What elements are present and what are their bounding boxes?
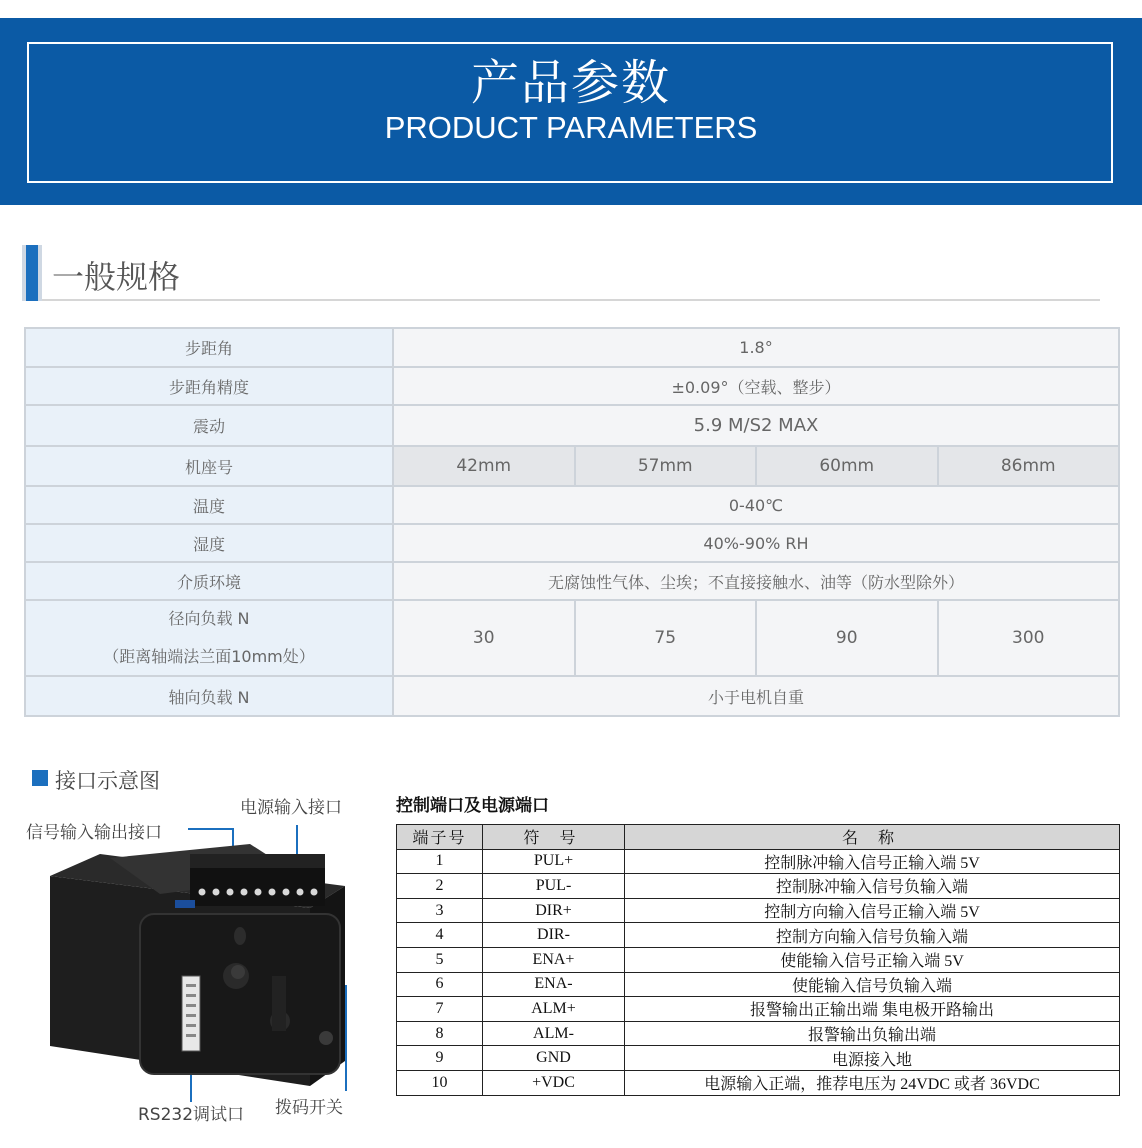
spec-label: 步距角 — [26, 329, 394, 366]
terminal-symbol: GND — [483, 1046, 625, 1071]
terminal-symbol: ALM+ — [483, 997, 625, 1022]
spec-value: 1.8° — [739, 338, 773, 357]
spec-row — [26, 368, 1118, 406]
spec-value: 57mm — [576, 447, 758, 485]
spec-value: 5.9 M/S2 MAX — [693, 415, 819, 436]
spec-label-main: 径向负载 N — [168, 609, 250, 628]
interface-heading: 接口示意图 — [55, 769, 160, 793]
signal-port-label: 信号输入输出接口 — [26, 823, 162, 843]
terminal-table-title: 控制端口及电源端口 — [396, 796, 549, 816]
header-symbol: 符 号 — [483, 825, 625, 850]
terminal-name: 使能输入信号正输入端 5V — [625, 947, 1120, 972]
spec-label: 机座号 — [26, 447, 394, 485]
table-row — [397, 1046, 1120, 1071]
spec-row — [26, 487, 1118, 525]
spec-value: 90 — [757, 601, 939, 675]
terminal-symbol: DIR- — [483, 923, 625, 948]
terminal-no: 5 — [397, 947, 483, 972]
spec-label: 步距角精度 — [26, 368, 394, 404]
signal-leader-line — [188, 828, 234, 830]
terminal-name: 控制方向输入信号正输入端 5V — [625, 898, 1120, 923]
spec-label: 震动 — [26, 406, 394, 445]
general-heading: 一般规格 — [52, 258, 181, 296]
rs232-port-label: RS232调试口 — [138, 1105, 245, 1125]
terminal-symbol: PUL+ — [483, 849, 625, 874]
table-row — [397, 874, 1120, 899]
spec-value: 300 — [1012, 628, 1045, 648]
page-title: 产品参数 — [470, 55, 671, 111]
spec-label: 介质环境 — [26, 563, 394, 599]
terminal-no: 1 — [397, 849, 483, 874]
terminal-no: 6 — [397, 972, 483, 997]
header-name: 名 称 — [625, 825, 1120, 850]
spec-value: 无腐蚀性气体、尘埃；不直接接触水、油等（防水型除外） — [547, 572, 964, 592]
power-port-label: 电源输入接口 — [240, 798, 342, 818]
motor-driver-image — [40, 836, 360, 1096]
table-row — [397, 898, 1120, 923]
terminal-no: 7 — [397, 997, 483, 1022]
terminal-name: 控制方向输入信号负输入端 — [625, 923, 1120, 948]
spec-row — [26, 601, 1118, 677]
terminal-name: 控制脉冲输入信号负输入端 — [625, 874, 1120, 899]
spec-row — [26, 563, 1118, 601]
table-row — [397, 972, 1120, 997]
terminal-name: 使能输入信号负输入端 — [625, 972, 1120, 997]
terminal-header-row — [397, 825, 1120, 850]
terminal-symbol: ENA+ — [483, 947, 625, 972]
table-row — [397, 1070, 1120, 1095]
terminal-table — [396, 824, 1120, 1096]
terminal-name: 电源输入正端，推荐电压为 24VDC 或者 36VDC — [625, 1070, 1120, 1095]
spec-label: 湿度 — [26, 525, 394, 561]
terminal-no: 8 — [397, 1021, 483, 1046]
spec-label-note: （距离轴端法兰面10mm处） — [103, 647, 315, 666]
terminal-no: 3 — [397, 898, 483, 923]
spec-table — [24, 327, 1120, 717]
terminal-symbol: DIR+ — [483, 898, 625, 923]
spec-row — [26, 677, 1118, 715]
spec-row — [26, 406, 1118, 447]
dip-switch-label: 拨码开关 — [275, 1098, 343, 1118]
spec-value: 75 — [576, 601, 758, 675]
section-marker — [22, 245, 42, 301]
spec-value: ±0.09°（空载、整步） — [671, 377, 841, 397]
table-row — [397, 849, 1120, 874]
spec-value: 40%-90% RH — [703, 533, 809, 553]
spec-label: 温度 — [26, 487, 394, 523]
terminal-symbol: ALM- — [483, 1021, 625, 1046]
section-divider — [42, 299, 1100, 301]
spec-value: 60mm — [757, 447, 939, 485]
page-subtitle: PRODUCT PARAMETERS — [384, 110, 758, 145]
spec-row — [26, 525, 1118, 563]
terminal-no: 2 — [397, 874, 483, 899]
table-row — [397, 997, 1120, 1022]
table-row — [397, 923, 1120, 948]
spec-row — [26, 329, 1118, 368]
terminal-name: 控制脉冲输入信号正输入端 5V — [625, 849, 1120, 874]
spec-value: 小于电机自重 — [707, 687, 804, 707]
spec-value: 0-40℃ — [728, 495, 784, 515]
terminal-name: 报警输出正输出端 集电极开路输出 — [625, 997, 1120, 1022]
terminal-name: 报警输出负输出端 — [625, 1021, 1120, 1046]
table-row — [397, 947, 1120, 972]
terminal-no: 10 — [397, 1070, 483, 1095]
spec-row — [26, 447, 1118, 487]
terminal-symbol: ENA- — [483, 972, 625, 997]
terminal-name: 电源接入地 — [625, 1046, 1120, 1071]
spec-label — [26, 601, 394, 675]
table-row — [397, 1021, 1120, 1046]
spec-value: 30 — [394, 601, 576, 675]
spec-label: 轴向负载 N — [26, 677, 394, 715]
spec-value: 42mm — [394, 447, 576, 485]
terminal-no: 9 — [397, 1046, 483, 1071]
terminal-symbol: +VDC — [483, 1070, 625, 1095]
terminal-symbol: PUL- — [483, 874, 625, 899]
terminal-no: 4 — [397, 923, 483, 948]
spec-value: 86mm — [939, 447, 1119, 485]
section-marker-square — [32, 770, 48, 786]
header-terminal-no: 端子号 — [397, 825, 483, 850]
